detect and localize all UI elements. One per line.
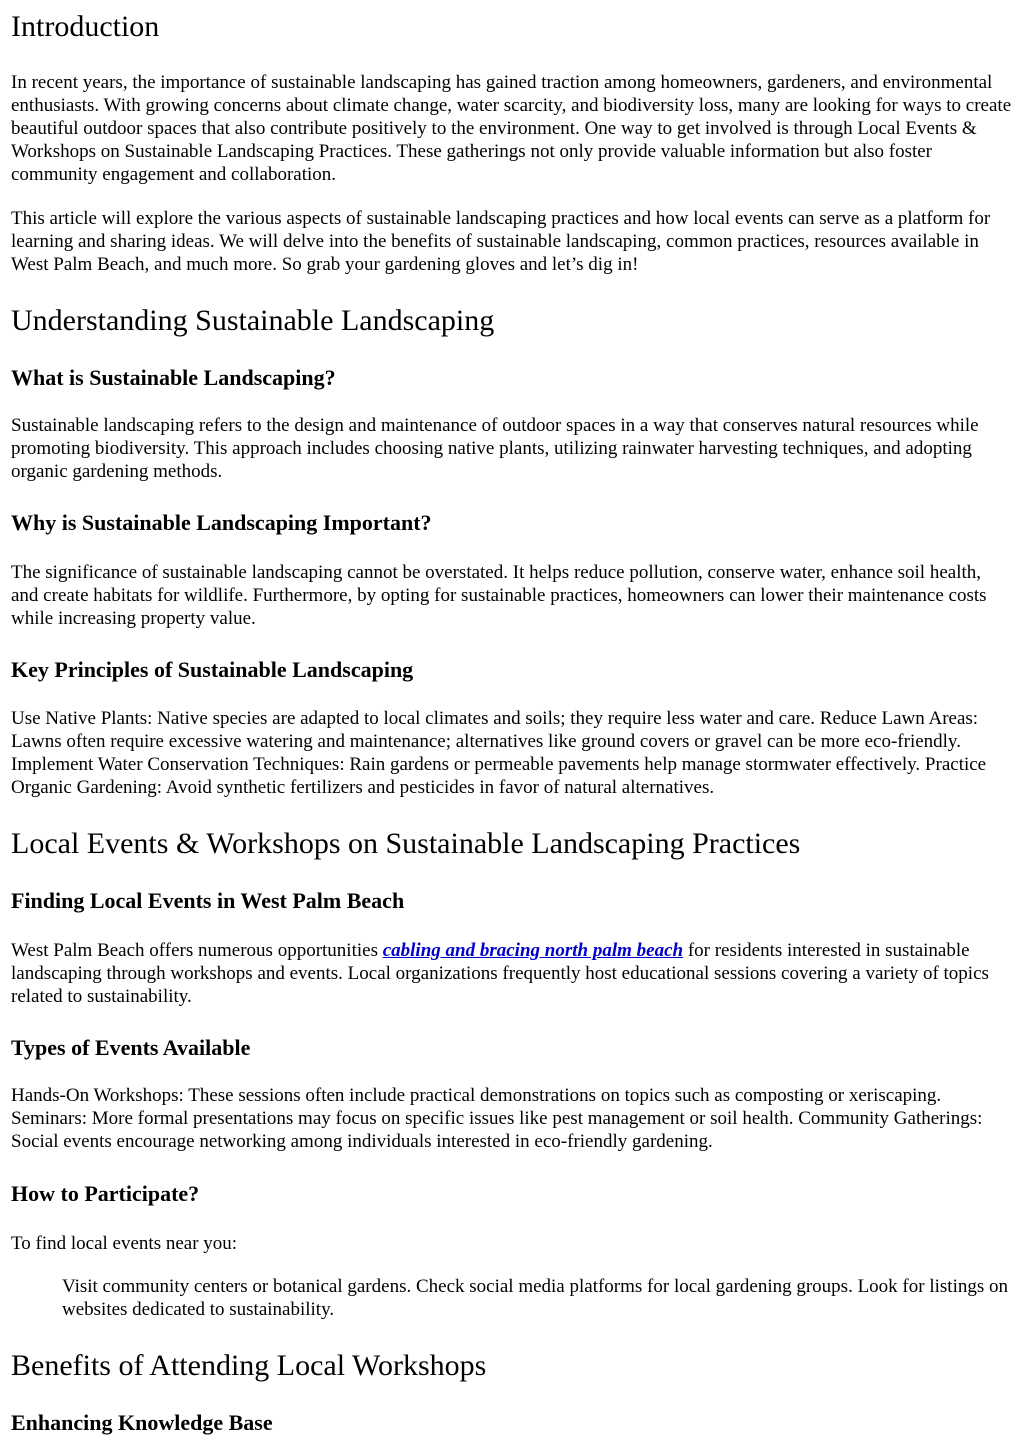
- heading-types-of-events: Types of Events Available: [11, 1035, 251, 1060]
- heading-enhancing-knowledge: Enhancing Knowledge Base: [11, 1410, 273, 1435]
- heading-why-important: Why is Sustainable Landscaping Important?: [11, 510, 432, 535]
- heading-key-principles: Key Principles of Sustainable Landscaping: [11, 657, 414, 682]
- key-paragraph: Use Native Plants: Native species are adapted to local climates and soils; they require less water and care. Reduce Lawn Areas: Lawns often require excessive watering and maintenance; alternatives like ground covers or gravel can be more eco-friendly. Implement Water Conservation Techniques: Rain gardens or permeable pavements help manage stormwater effectively. Practice Organic Gardening: Avoid synthetic fertilizers and pesticides in favor of natural alternatives.: [11, 708, 987, 798]
- finding-text-after: for residents interested in sustainable landscaping through workshops and events. Local organizations frequently host educational sessions covering a variety of topics related to sustainability.: [11, 940, 989, 1007]
- heading-understanding: Understanding Sustainable Landscaping: [11, 304, 495, 337]
- types-paragraph: Hands-On Workshops: These sessions often include practical demonstrations on topics such as composting or xeriscaping. Seminars: More formal presentations may focus on specific issues like pest management or soil health. Community Gatherings: Social events encourage networking among individuals interested in eco-friendly gardening.: [11, 1085, 983, 1152]
- heading-local-events: Local Events & Workshops on Sustainable Landscaping Practices: [11, 827, 801, 860]
- participate-quote: Visit community centers or botanical gardens. Check social media platforms for local gardening groups. Look for listings on websites dedicated to sustainability.: [62, 1276, 1008, 1320]
- heading-benefits: Benefits of Attending Local Workshops: [11, 1349, 487, 1382]
- intro-paragraph-2: This article will explore the various aspects of sustainable landscaping practices and how local events can serve as a platform for learning and sharing ideas. We will delve into the benefits of sustainable landscaping, common practices, resources available in West Palm Beach, and much more. So grab your gardening gloves and let’s dig in!: [11, 208, 991, 275]
- finding-text-before: West Palm Beach offers numerous opportunities: [11, 940, 383, 961]
- heading-how-to-participate: How to Participate?: [11, 1181, 200, 1206]
- what-paragraph: Sustainable landscaping refers to the design and maintenance of outdoor spaces in a way that conserves natural resources while promoting biodiversity. This approach includes choosing native plants, utilizing rainwater harvesting techniques, and adopting organic gardening methods.: [11, 415, 979, 482]
- heading-introduction: Introduction: [11, 10, 160, 43]
- cabling-bracing-link[interactable]: cabling and bracing north palm beach: [382, 940, 684, 961]
- how-paragraph: To find local events near you:: [11, 1233, 238, 1254]
- heading-what-is: What is Sustainable Landscaping?: [11, 365, 336, 390]
- heading-finding-events: Finding Local Events in West Palm Beach: [11, 888, 405, 913]
- finding-paragraph: [11, 939, 1013, 1008]
- intro-paragraph-1: In recent years, the importance of sustainable landscaping has gained traction among homeowners, gardeners, and environmental enthusiasts. With growing concerns about climate change, water scarcity, and biodiversity loss, many are looking for ways to create beautiful outdoor spaces that also contribute positively to the environment. One way to get involved is through Local Events & Workshops on Sustainable Landscaping Practices. These gatherings not only provide valuable information but also foster community engagement and collaboration.: [11, 72, 1012, 185]
- why-paragraph: The significance of sustainable landscaping cannot be overstated. It helps reduce pollution, conserve water, enhance soil health, and create habitats for wildlife. Furthermore, by opting for sustainable practices, homeowners can lower their maintenance costs while increasing property value.: [11, 562, 987, 629]
